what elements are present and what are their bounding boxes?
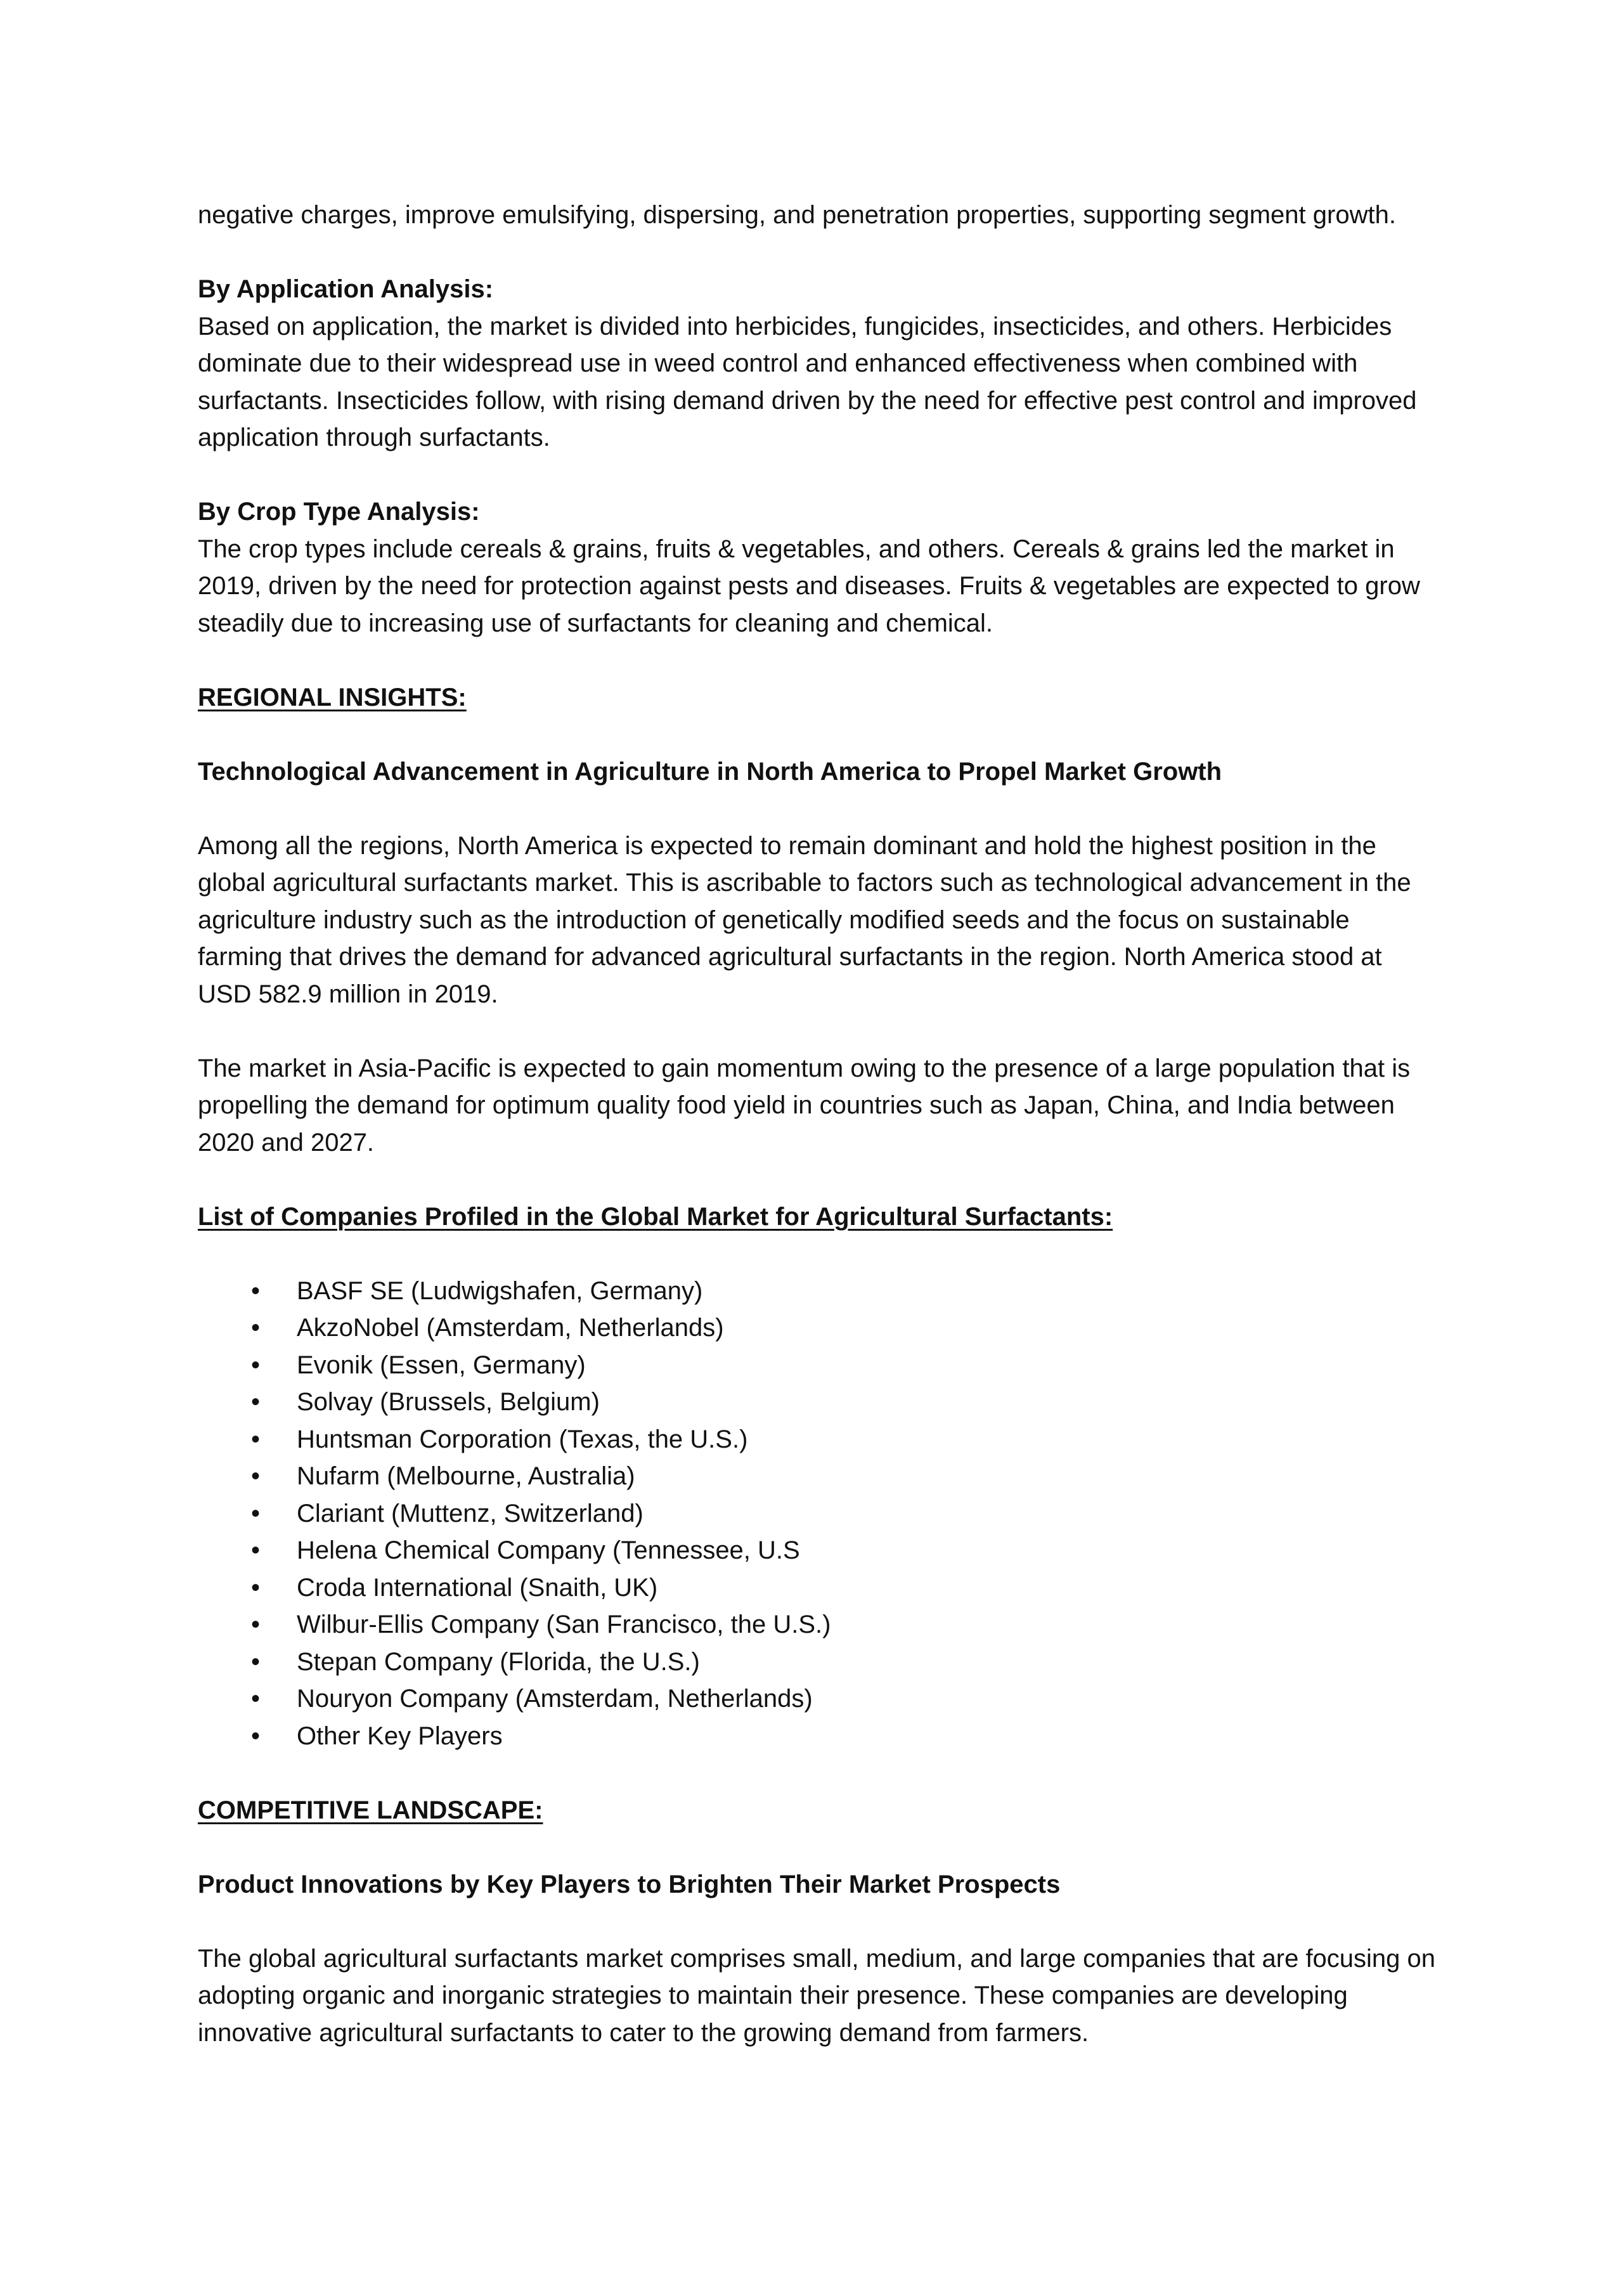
bullet-marker: • (251, 1314, 261, 1342)
application-analysis-body: Based on application, the market is divided into herbicides, fungicides, insecticides, and others. Herbicides dominate due to their widespread use in weed control and enhanced effectiveness when combined with surfactants. Insecticides follow, with rising demand driven by the need for effective pest control and improved application through surfactants. (198, 312, 1417, 451)
intro-paragraph: negative charges, improve emulsifying, dispersing, and penetration properties, supporting segment growth. (198, 201, 1396, 229)
list-item (198, 1495, 1440, 1533)
company-name: AkzoNobel (Amsterdam, Netherlands) (297, 1314, 724, 1342)
company-name: Nouryon Company (Amsterdam, Netherlands) (297, 1685, 813, 1713)
list-item (198, 1680, 1440, 1718)
bullet-marker: • (251, 1722, 261, 1750)
company-name: Croda International (Snaith, UK) (297, 1573, 658, 1602)
list-item (198, 1309, 1440, 1347)
bullet-marker: • (251, 1425, 261, 1453)
bullet-marker: • (251, 1573, 261, 1602)
bullet-marker: • (251, 1685, 261, 1713)
bullet-marker: • (251, 1499, 261, 1527)
regional-paragraph-asia-pacific: The market in Asia-Pacific is expected to gain momentum owing to the presence of a large population that is propelling the demand for optimum quality food yield in countries such as Japan, China, and India between 2020 and 2027. (198, 1054, 1411, 1157)
list-item (198, 1569, 1440, 1607)
regional-insights-heading: REGIONAL INSIGHTS: (198, 683, 467, 711)
list-item (198, 1644, 1440, 1681)
list-item (198, 1384, 1440, 1421)
list-item (198, 1273, 1440, 1310)
application-analysis-heading: By Application Analysis: (198, 275, 494, 303)
company-name: BASF SE (Ludwigshafen, Germany) (297, 1276, 703, 1305)
company-name: Huntsman Corporation (Texas, the U.S.) (297, 1425, 748, 1453)
company-name: Wilbur-Ellis Company (San Francisco, the U.S.) (297, 1611, 831, 1638)
companies-list-heading: List of Companies Profiled in the Global Market for Agricultural Surfactants: (198, 1202, 1113, 1231)
bullet-marker: • (251, 1351, 261, 1379)
list-item (198, 1421, 1440, 1458)
company-name: Nufarm (Melbourne, Australia) (297, 1462, 635, 1490)
competitive-paragraph: The global agricultural surfactants market comprises small, medium, and large companies that are focusing on adopting organic and inorganic strategies to maintain their presence. These companies are developing innovative agricultural surfactants to cater to the growing demand from farmers. (198, 1944, 1436, 2047)
bullet-marker: • (251, 1276, 261, 1305)
company-name: Evonik (Essen, Germany) (297, 1351, 586, 1379)
company-name: Other Key Players (297, 1722, 503, 1750)
list-item (198, 1458, 1440, 1495)
list-item (198, 1606, 1440, 1644)
competitive-landscape-heading: COMPETITIVE LANDSCAPE: (198, 1796, 543, 1824)
bullet-marker: • (251, 1611, 261, 1638)
companies-list (198, 1273, 1440, 1755)
bullet-marker: • (251, 1388, 261, 1416)
regional-paragraph-north-america: Among all the regions, North America is expected to remain dominant and hold the highest position in the global agricultural surfactants market. This is ascribable to factors such as technological advancement in the agriculture industry such as the introduction of genetically modified seeds and the focus on sustainable farming that drives the demand for advanced agricultural surfactants in the region. North America stood at USD 582.9 million in 2019. (198, 831, 1411, 1008)
company-name: Helena Chemical Company (Tennessee, U.S (297, 1536, 800, 1564)
competitive-subheading: Product Innovations by Key Players to Brighten Their Market Prospects (198, 1870, 1061, 1898)
regional-subheading: Technological Advancement in Agriculture in North America to Propel Market Growth (198, 757, 1222, 786)
bullet-marker: • (251, 1536, 261, 1564)
crop-type-analysis-body: The crop types include cereals & grains, fruits & vegetables, and others. Cereals & grains led the market in 2019, driven by the need for protection against pests and diseases. Fruits & vegetables are expected to grow steadily due to increasing use of surfactants for cleaning and chemical. (198, 535, 1420, 637)
list-item (198, 1347, 1440, 1384)
list-item (198, 1718, 1440, 1755)
list-item (198, 1532, 1440, 1569)
crop-type-analysis-heading: By Crop Type Analysis: (198, 498, 480, 526)
bullet-marker: • (251, 1462, 261, 1490)
company-name: Solvay (Brussels, Belgium) (297, 1388, 600, 1416)
bullet-marker: • (251, 1647, 261, 1676)
document-page (198, 197, 1440, 2051)
company-name: Clariant (Muttenz, Switzerland) (297, 1499, 643, 1527)
company-name: Stepan Company (Florida, the U.S.) (297, 1647, 700, 1676)
